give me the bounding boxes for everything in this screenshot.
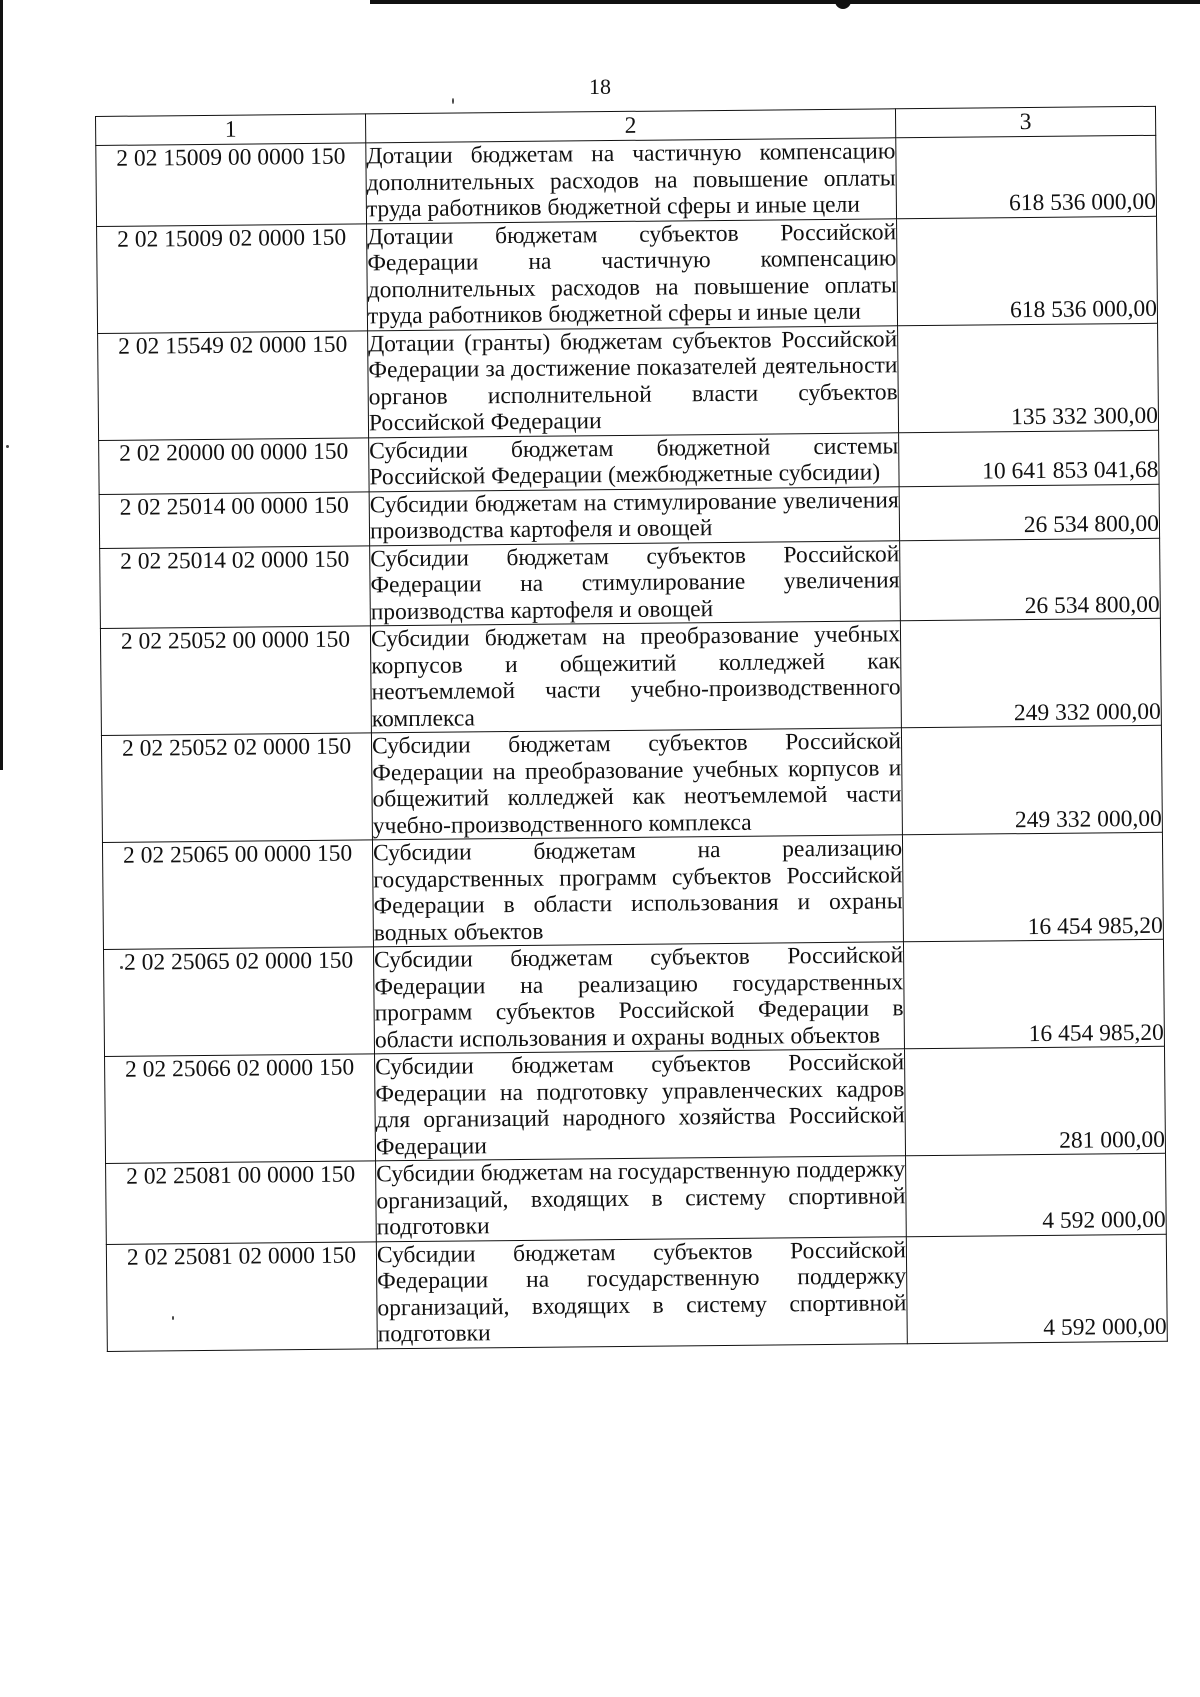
table-row [101, 725, 1162, 842]
amount-cell: 26 534 800,00 [900, 538, 1161, 621]
column-header-description: 2 [365, 109, 895, 143]
description-cell: Субсидии бюджетам на стимулирование увеличения производства картофеля и овощей [369, 486, 899, 545]
budget-code-cell: 2 02 15009 02 0000 150 [97, 223, 368, 333]
description-cell: Субсидии бюджетам бюджетной системы Российской Федерации (межбюджетные субсидии) [369, 432, 899, 491]
budget-code-cell: 2 02 25081 02 0000 150 [106, 1241, 377, 1351]
scan-speck [452, 98, 454, 104]
table-row [106, 1153, 1167, 1244]
budget-code-cell: 2 02 25081 00 0000 150 [106, 1161, 377, 1244]
table-row [102, 832, 1163, 949]
table-row [98, 323, 1159, 440]
table-row [104, 939, 1165, 1056]
budget-code-cell: 2 02 25065 02 0000 150 [104, 947, 375, 1057]
description-cell: Дотации бюджетам субъектов Российской Федерации на частичную компенсацию дополнительных расходов на повышение оплаты труда работников бюджетной сферы и иные цели [367, 218, 897, 330]
amount-cell: 618 536 000,00 [896, 135, 1157, 218]
description-cell: Субсидии бюджетам на реализацию государственных программ субъектов Российской Федерации в области использования и охраны водных объектов [372, 835, 903, 946]
description-cell: Субсидии бюджетам субъектов Российской Федерации на государственную поддержку организаций, входящих в систему спортивной подготовки [376, 1236, 907, 1348]
scan-left-edge [0, 0, 3, 770]
budget-code-cell: 2 02 15549 02 0000 150 [98, 330, 369, 440]
table-row [100, 538, 1161, 629]
amount-cell: 26 534 800,00 [899, 484, 1160, 540]
description-cell: Субсидии бюджетам субъектов Российской Федерации на подготовку управленческих кадров для организаций народного хозяйства Российской Федерации [375, 1049, 905, 1160]
description-cell: Субсидии бюджетам субъектов Российской Федерации на реализацию государственных программ субъектов Российской Федерации в области использования и охраны водных объектов [373, 942, 904, 1053]
table-row [100, 618, 1161, 735]
document-sheet [95, 106, 1167, 1352]
description-cell: Субсидии бюджетам на государственную поддержку организаций, входящих в систему спортивной подготовки [376, 1156, 906, 1241]
amount-cell: 281 000,00 [904, 1046, 1165, 1155]
budget-code-cell: 2 02 25014 00 0000 150 [99, 491, 370, 548]
description-cell: Дотации бюджетам на частичную компенсацию дополнительных расходов на повышение оплаты труда работников бюджетной сферы и иные цели [366, 138, 896, 223]
budget-code-cell: 2 02 25065 00 0000 150 [102, 840, 373, 950]
description-cell: Субсидии бюджетам субъектов Российской Федерации на стимулирование увеличения производства картофеля и овощей [370, 540, 900, 625]
amount-cell: 10 641 853 041,68 [899, 430, 1160, 486]
amount-cell: 249 332 000,00 [901, 725, 1162, 834]
amount-cell: 135 332 300,00 [898, 323, 1159, 432]
amount-cell: 4 592 000,00 [906, 1153, 1167, 1236]
budget-table [95, 106, 1168, 1352]
table-body [96, 135, 1168, 1351]
amount-cell: 618 536 000,00 [897, 216, 1158, 325]
page-number: 18 [589, 74, 611, 99]
table-row [105, 1046, 1166, 1163]
budget-code-cell: 2 02 25052 02 0000 150 [101, 733, 372, 843]
amount-cell: 4 592 000,00 [906, 1234, 1167, 1343]
budget-code-cell: 2 02 20000 00 0000 150 [99, 437, 370, 494]
table-row [106, 1234, 1167, 1351]
budget-code-cell: 2 02 25014 02 0000 150 [100, 545, 371, 628]
description-cell: Дотации (гранты) бюджетам субъектов Российской Федерации за достижение показателей деятельности органов исполнительной власти субъектов Российской Федерации [368, 325, 898, 437]
amount-cell: 16 454 985,20 [903, 939, 1164, 1048]
description-cell: Субсидии бюджетам на преобразование учебных корпусов и общежитий колледжей как неотъемлемой части учебно-производственного комплекса [370, 621, 901, 732]
scan-top-notch [835, 0, 851, 9]
amount-cell: 16 454 985,20 [902, 832, 1163, 941]
table-row [99, 430, 1159, 494]
description-cell: Субсидии бюджетам субъектов Российской Федерации на преобразование учебных корпусов и общежитий колледжей как неотъемлемой части учебно-производственного комплекса [371, 728, 902, 839]
scan-top-edge [370, 0, 1200, 4]
budget-code-cell: 2 02 25052 00 0000 150 [100, 626, 371, 736]
column-header-amount: 3 [895, 106, 1155, 137]
amount-cell: 249 332 000,00 [900, 618, 1161, 727]
table-row [97, 216, 1158, 333]
table-row [96, 135, 1157, 226]
budget-code-cell: 2 02 25066 02 0000 150 [105, 1054, 376, 1164]
scan-speck [6, 445, 9, 448]
column-header-code: 1 [96, 114, 366, 146]
budget-code-cell: 2 02 15009 00 0000 150 [96, 143, 367, 226]
